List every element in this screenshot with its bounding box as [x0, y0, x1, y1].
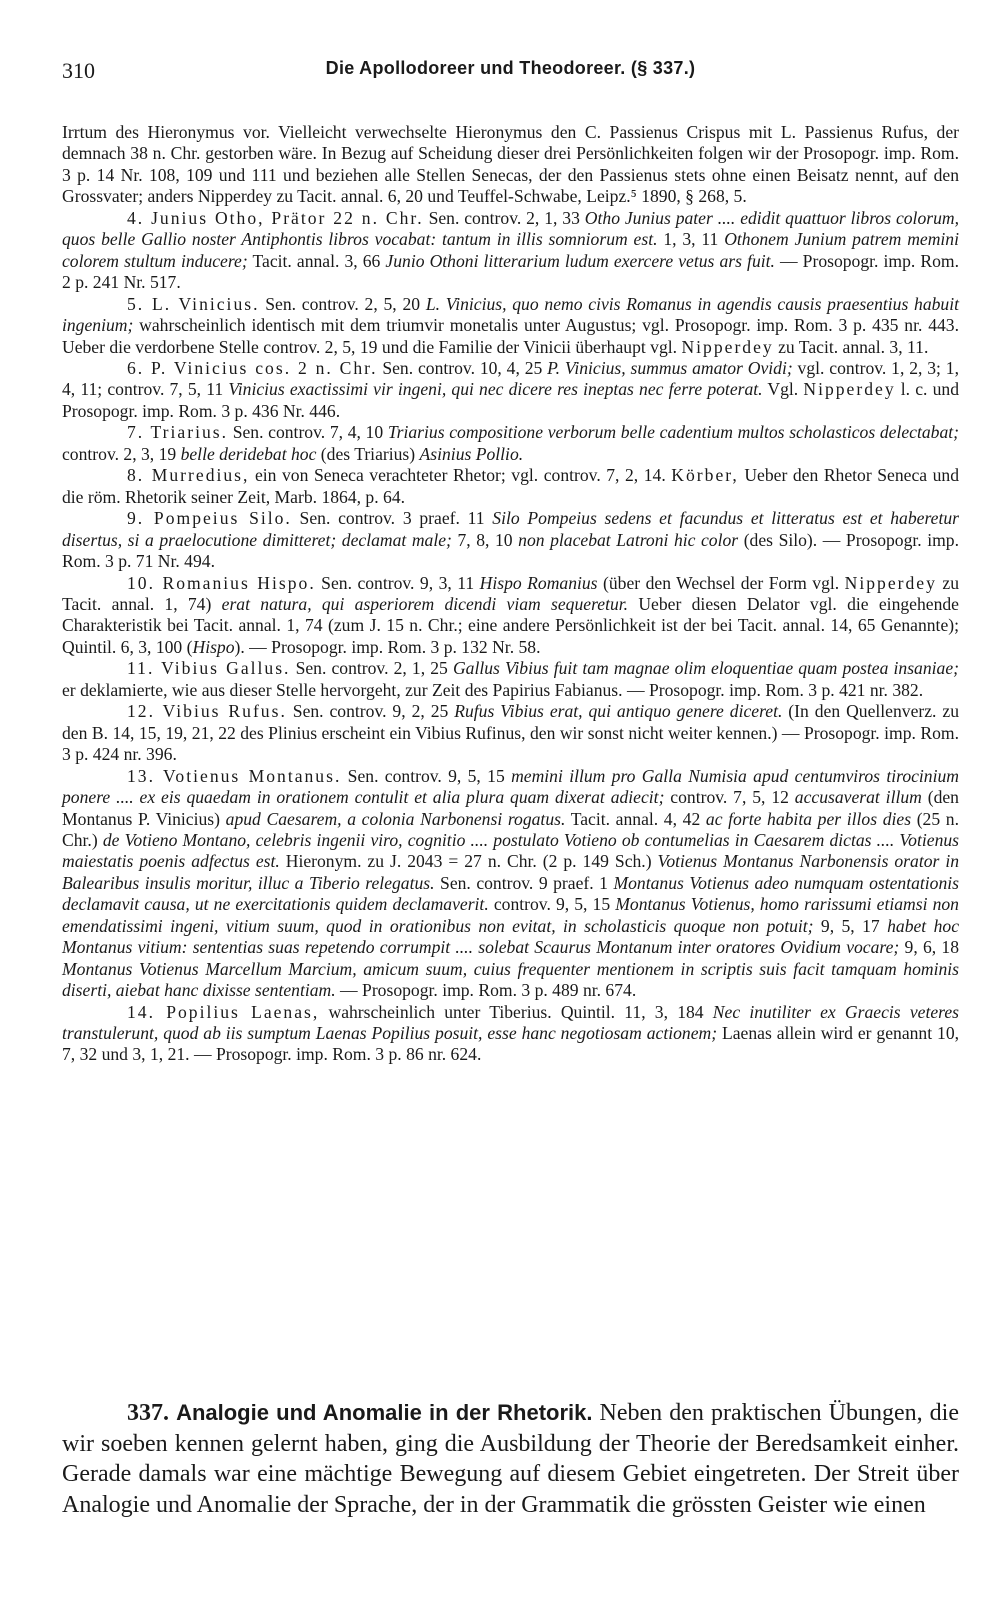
note-text: — Prosopogr. imp. Rom. 2 p. 241 Nr. 517.	[62, 250, 959, 293]
section-body: Neben den praktischen Übungen, die wir soeben kennen gelernt haben, ging die Ausbildung der Theorie der Beredsamkeit einher. Gerade damals war eine mächtige Bewegung auf diesem Gebiet eingetreten. Der Streit über Analogie und Anomalie der Sprache, der in der Grammatik die grössten Geister wie einen	[62, 1400, 960, 1518]
page-header	[62, 58, 959, 88]
note-head: 9. Pompeius Silo.	[127, 508, 292, 529]
note-quote: Silo Pompeius sedens et facundus et litteratus est et haberetur disertus, si a praelocutione dimitteret; declamat male;	[62, 508, 959, 550]
note-text: (über den Wechsel der Form vgl.	[597, 572, 845, 593]
note-text: Sen. controv. 9, 5, 15	[341, 765, 512, 786]
note-quote: Montanus Votienus Marcellum Marcium, amicum suum, cuius frequenter mentionem in scriptis suis facit tamquam hominis diserti, aiebat hanc dixisse sententiam.	[62, 958, 959, 1001]
author-name: Nipperdey	[803, 379, 896, 400]
note-text: (In den Quellenverz. zu den B. 14, 15, 19, 21, 22 des Plinius erscheint ein Vibius Rufinus, den wir sonst nicht weiter kennen.) — Prosopogr. imp. Rom. 3 p. 424 nr. 396.	[62, 701, 959, 765]
note-12	[62, 701, 959, 765]
note-text: — Prosopogr. imp. Rom. 3 p. 489 nr. 674.	[335, 980, 637, 1001]
note-text: ein von Seneca verachteter Rhetor; vgl. controv. 7, 2, 14.	[249, 465, 672, 486]
note-quote: Gallus Vibius fuit tam magnae olim eloquentiae quam postea insaniae;	[452, 658, 959, 679]
note-head: 11. Vibius Gallus.	[127, 658, 291, 679]
note-quote: Othonem Junium patrem memini colorem stultum inducere;	[62, 229, 959, 271]
note-text: controv. 2, 3, 19	[62, 443, 181, 464]
note-14	[62, 1002, 959, 1066]
note-text: zu Tacit. annal. 1, 74)	[62, 572, 959, 614]
author-name: Nipperdey	[681, 336, 774, 357]
note-8	[62, 465, 959, 508]
note-text: Sen. controv. 2, 5, 20	[259, 293, 426, 314]
author-name: Nipperdey	[844, 572, 937, 593]
note-text: Sen. controv. 10, 4, 25	[377, 357, 548, 378]
note-quote: belle deridebat hoc	[180, 443, 317, 464]
note-text: 9, 6, 18	[899, 937, 959, 958]
note-13	[62, 766, 959, 1002]
note-text: Tacit. annal. 4, 42	[565, 808, 706, 829]
section-paragraph	[62, 1398, 959, 1520]
note-text: Sen. controv. 9 praef. 1	[434, 872, 614, 893]
note-quote: Triarius compositione verborum belle cadentium multos scholasticos delectabat;	[387, 422, 960, 443]
note-quote: memini illum pro Galla Numisia apud centumviros tirocinium ponere .... ex eis quaedam in orationem contulit et alia plura quam dixerat adiecit;	[62, 765, 959, 808]
note-text: Vgl.	[762, 379, 804, 400]
footnote-block	[62, 122, 959, 1066]
note-head: 10. Romanius Hispo.	[127, 572, 316, 593]
note-head: 7. Triarius.	[127, 422, 229, 443]
note-quote: apud Caesarem, a colonia Narbonensi rogatus.	[225, 808, 566, 829]
note-text: Laenas allein wird er genannt 10, 7, 32 und 3, 1, 21. — Prosopogr. imp. Rom. 3 p. 86 nr. 624.	[62, 1023, 960, 1065]
note-text: controv. 9, 5, 15	[488, 894, 616, 915]
note-head: 8. Murredius,	[127, 465, 250, 486]
note-text: (25 n. Chr.)	[62, 808, 959, 850]
note-5	[62, 294, 959, 358]
note-quote: Rufus Vibius erat, qui antiquo genere diceret.	[454, 701, 783, 722]
note-text: Ueber den Rhetor Seneca und die röm. Rhetorik seiner Zeit, Marb. 1864, p. 64.	[62, 465, 959, 507]
note-quote: L. Vinicius, quo nemo civis Romanus in agendis causis praesentius habuit ingenium;	[62, 293, 960, 336]
note-quote: accusaverat illum	[794, 787, 922, 808]
note-11	[62, 658, 959, 701]
note-text: Sen. controv. 2, 1, 33	[423, 207, 585, 228]
section-number: 337.	[127, 1400, 169, 1426]
note-text: wahrscheinlich identisch mit dem triumvir monetalis unter Augustus; vgl. Prosopogr. imp. Rom. 3 p. 435 nr. 443. Ueber die verdorbene Stelle controv. 2, 5, 19 und die Familie der Vinicii überhaupt vgl.	[62, 315, 959, 357]
note-text: wahrscheinlich unter Tiberius. Quintil. 11, 3, 184	[319, 1001, 713, 1022]
note-text: Ueber diesen Delator vgl. die eingehende Charakteristik bei Tacit. annal. 1, 74 (zum J. 15 n. Chr.; eine andere Persönlichkeit ist der bei Tacit. annal. 14, 65 Genannte); Quintil. 6, 3, 100 (	[62, 593, 959, 657]
note-text: Sen. controv. 2, 1, 25	[290, 658, 453, 679]
note-text: Sen. controv. 9, 3, 11	[315, 572, 480, 593]
note-quote: Votienus Montanus Narbonensis orator in Balearibus insulis moritur, illuc a Tiberio relegatus.	[62, 851, 960, 893]
page-number: 310	[62, 58, 95, 83]
note-text: Hieronym. zu J. 2043 = 27 n. Chr. (2 p. 149 Sch.)	[279, 851, 658, 872]
note-10	[62, 573, 959, 659]
note-text: Sen. controv. 3 praef. 11	[291, 508, 493, 529]
note-quote: Hispo	[192, 636, 235, 657]
note-head: 12. Vibius Rufus.	[127, 701, 287, 722]
note-text: (des Triarius)	[316, 443, 420, 464]
note-quote: Otho Junius pater .... edidit quattuor libros colorum, quos belle Gallio noster Antiphontis libros vocabat: tantum in illis somniorum est.	[62, 207, 959, 250]
section-title: Analogie und Anomalie in der Rhetorik.	[176, 1400, 593, 1425]
note-head: 13. Votienus Montanus.	[127, 765, 342, 786]
note-7	[62, 422, 959, 465]
note-intro: Irrtum des Hieronymus vor. Vielleicht verwechselte Hieronymus den C. Passienus Crispus mit L. Passienus Rufus, der demnach 38 n. Chr. gestorben wäre. In Bezug auf Scheidung dieser drei Persönlichkeiten folgen wir der Prosopogr. imp. Rom. 3 p. 14 Nr. 108, 109 und 111 und beziehen alle Stellen Senecas, der den Passienus stets ohne einen Beisatz nennt, auf den Grossvater; anders Nipperdey zu Tacit. annal. 6, 20 und Teuffel-Schwabe, Leipz.⁵ 1890, § 268, 5.	[62, 122, 959, 207]
note-text: l. c. und Prosopogr. imp. Rom. 3 p. 436 Nr. 446.	[62, 379, 959, 421]
note-text: 7, 8, 10	[451, 529, 519, 550]
note-text: (den Montanus P. Vinicius)	[62, 787, 959, 829]
note-head: 14. Popilius Laenas,	[127, 1001, 320, 1022]
note-quote: Junio Othoni litterarium ludum exercere vetus ars fuit.	[385, 250, 775, 271]
note-text: er deklamierte, wie aus dieser Stelle hervorgeht, zur Zeit des Papirius Fabianus. — Prosopogr. imp. Rom. 3 p. 421 nr. 382.	[62, 679, 924, 700]
note-text: 1, 3, 11	[657, 229, 725, 250]
author-name: Körber,	[671, 465, 739, 486]
note-quote: non placebat Latroni hic color	[518, 529, 739, 550]
note-4	[62, 208, 959, 294]
note-head: 4. Junius Otho, Prätor 22 n. Chr.	[127, 207, 424, 228]
note-quote: Montanus Votienus, homo rarissumi etiamsi non emendatissimi ingeni, vitium suum, quod in orationibus non evitat, in scholasticis quoque non potuit;	[62, 894, 959, 936]
section-337	[62, 1398, 959, 1520]
note-text: controv. 7, 5, 12	[664, 787, 795, 808]
note-quote: erat natura, qui asperiorem dicendi viam sequeretur.	[221, 593, 629, 614]
note-quote: P. Vinicius, summus amator Ovidi;	[547, 357, 793, 378]
note-text: Sen. controv. 7, 4, 10	[228, 422, 388, 443]
note-text: 9, 5, 17	[813, 915, 888, 936]
note-quote: habet hoc Montanus vitium: sententias suas repetendo corrumpit .... solebat Scaurus Montanum inter oratores Ovidium vocare;	[62, 915, 959, 958]
note-quote: ac forte habita per illos dies	[705, 808, 912, 829]
note-9	[62, 508, 959, 572]
note-quote: de Votieno Montano, celebris ingenii viro, cognitio .... postulato Votieno ob contumelias in Caesarem dictas .... Votienus maiestatis poenis adfectus est.	[62, 829, 960, 872]
note-quote: Vinicius exactissimi vir ingeni, qui nec dicere res ineptas nec ferre poterat.	[228, 379, 763, 400]
note-quote: Montanus Votienus adeo numquam ostentationis declamavit causa, ut ne exercitationis quidem declamaverit.	[62, 872, 959, 915]
note-quote: Hispo Romanius	[479, 572, 598, 593]
note-text: Sen. controv. 9, 2, 25	[286, 701, 455, 722]
note-head: 5. L. Vinicius.	[127, 293, 260, 314]
note-head: 6. P. Vinicius cos. 2 n. Chr.	[127, 357, 378, 378]
note-text: vgl. controv. 1, 2, 3; 1, 4, 11; controv. 7, 5, 11	[62, 357, 959, 400]
note-text: (des Silo). — Prosopogr. imp. Rom. 3 p. 71 Nr. 494.	[62, 529, 960, 572]
note-quote: Nec inutiliter ex Graecis veteres transtulerunt, quod ab iis sumptum Laenas Popilius posuit, esse hanc negotiosam actionem;	[62, 1001, 959, 1044]
note-6	[62, 358, 959, 422]
running-title: Die Apollodoreer und Theodoreer. (§ 337.)	[325, 58, 696, 78]
note-text: zu Tacit. annal. 3, 11.	[773, 336, 929, 357]
note-text: Tacit. annal. 3, 66	[247, 250, 386, 271]
note-quote: Asinius Pollio.	[419, 443, 524, 464]
note-text: ). — Prosopogr. imp. Rom. 3 p. 132 Nr. 58.	[234, 636, 541, 657]
